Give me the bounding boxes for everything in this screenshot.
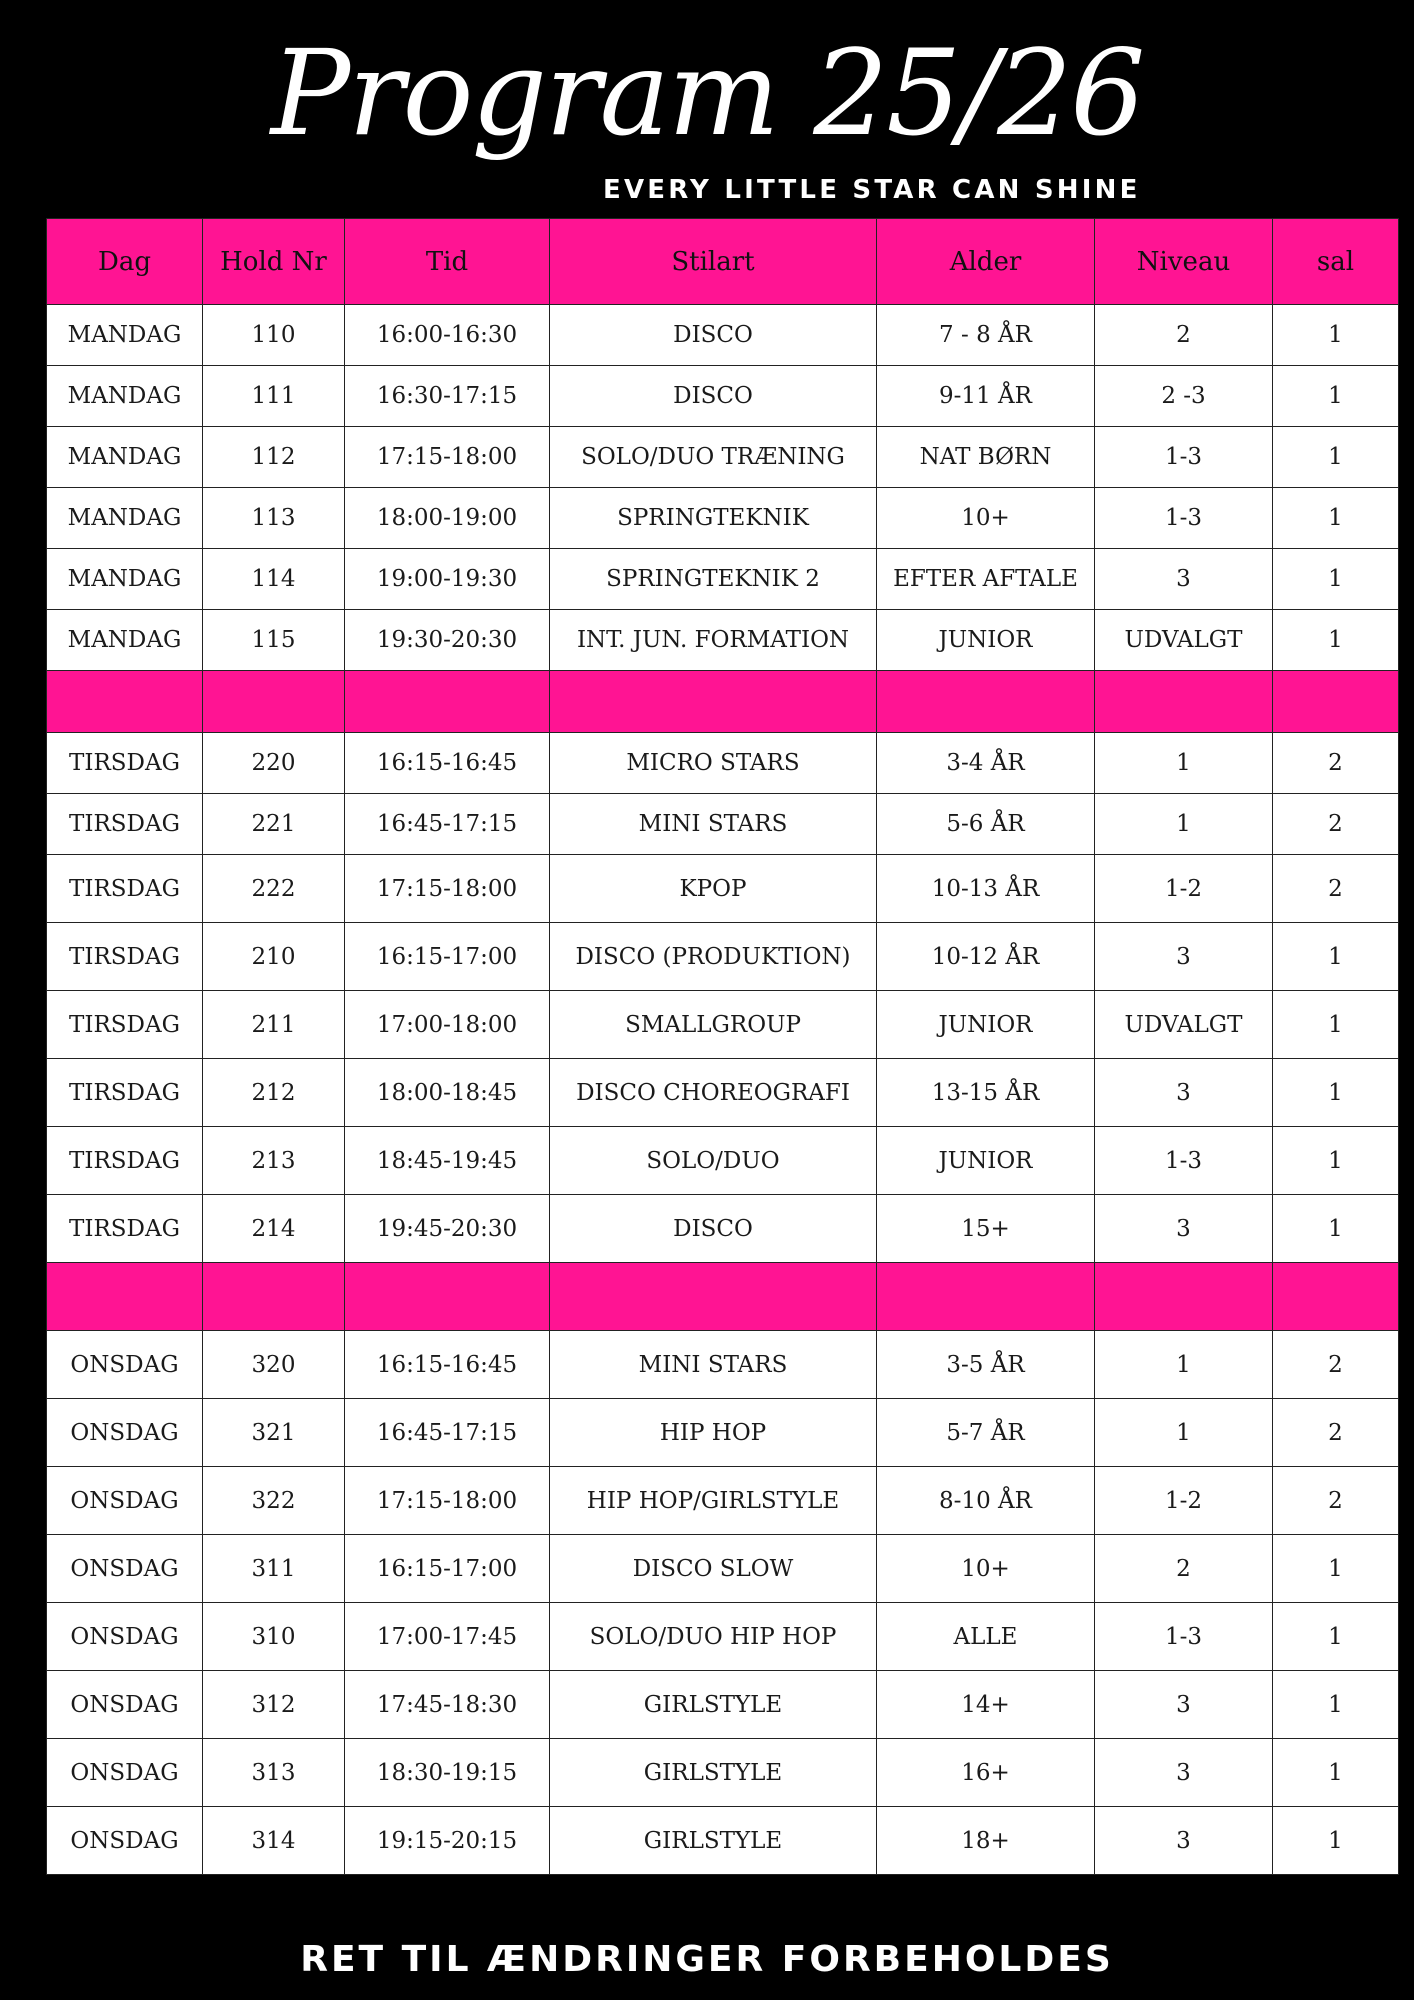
cell-alder: 10+ [877, 488, 1095, 549]
cell-dag: ONSDAG [47, 1671, 203, 1739]
cell-stilart: GIRLSTYLE [550, 1807, 877, 1875]
table-row [47, 549, 1399, 610]
table-row [47, 1195, 1399, 1263]
cell-hold-nr: 114 [203, 549, 345, 610]
cell-hold-nr: 213 [203, 1127, 345, 1195]
cell-alder: JUNIOR [877, 610, 1095, 671]
cell-alder: 7 - 8 ÅR [877, 305, 1095, 366]
cell-tid: 16:15-17:00 [345, 1535, 550, 1603]
cell-niveau: 1 [1095, 733, 1273, 794]
cell-dag: TIRSDAG [47, 1059, 203, 1127]
cell-hold-nr: 320 [203, 1331, 345, 1399]
cell-stilart: DISCO [550, 366, 877, 427]
cell-stilart: SOLO/DUO [550, 1127, 877, 1195]
cell-niveau: 1 [1095, 794, 1273, 855]
cell-dag: MANDAG [47, 610, 203, 671]
cell-alder: 10-12 ÅR [877, 923, 1095, 991]
cell-tid: 16:45-17:15 [345, 794, 550, 855]
cell-niveau: 3 [1095, 549, 1273, 610]
cell-hold-nr: 211 [203, 991, 345, 1059]
cell-alder: 15+ [877, 1195, 1095, 1263]
cell-tid: 16:45-17:15 [345, 1399, 550, 1467]
table-row [47, 794, 1399, 855]
header-row [47, 219, 1399, 305]
cell-tid: 16:15-17:00 [345, 923, 550, 991]
cell-niveau: UDVALGT [1095, 610, 1273, 671]
cell-tid: 17:00-18:00 [345, 991, 550, 1059]
cell-niveau: 1-2 [1095, 1467, 1273, 1535]
cell-stilart: GIRLSTYLE [550, 1671, 877, 1739]
cell-alder: 13-15 ÅR [877, 1059, 1095, 1127]
cell-tid: 17:15-18:00 [345, 1467, 550, 1535]
cell-hold-nr: 314 [203, 1807, 345, 1875]
table-body [47, 305, 1399, 1875]
cell-hold-nr: 110 [203, 305, 345, 366]
cell-niveau: 2 [1095, 305, 1273, 366]
column-header-stilart: Stilart [550, 219, 877, 305]
cell-alder: NAT BØRN [877, 427, 1095, 488]
cell-hold-nr: 221 [203, 794, 345, 855]
cell-sal: 1 [1273, 1807, 1399, 1875]
cell-sal: 2 [1273, 733, 1399, 794]
cell-alder: JUNIOR [877, 1127, 1095, 1195]
cell-tid: 16:15-16:45 [345, 1331, 550, 1399]
table-row [47, 305, 1399, 366]
cell-tid: 17:15-18:00 [345, 855, 550, 923]
table-row [47, 1535, 1399, 1603]
cell-dag: TIRSDAG [47, 923, 203, 991]
cell-hold-nr: 312 [203, 1671, 345, 1739]
table-row [47, 1127, 1399, 1195]
cell-stilart: GIRLSTYLE [550, 1739, 877, 1807]
table-row [47, 855, 1399, 923]
cell-tid: 17:00-17:45 [345, 1603, 550, 1671]
table-row [47, 610, 1399, 671]
cell-sal: 1 [1273, 488, 1399, 549]
cell-alder: 3-5 ÅR [877, 1331, 1095, 1399]
cell-alder: 10+ [877, 1535, 1095, 1603]
cell-niveau: 3 [1095, 1739, 1273, 1807]
cell-dag: TIRSDAG [47, 1127, 203, 1195]
cell-hold-nr: 112 [203, 427, 345, 488]
cell-sal: 2 [1273, 1331, 1399, 1399]
cell-dag: TIRSDAG [47, 991, 203, 1059]
cell-sal: 1 [1273, 1059, 1399, 1127]
cell-hold-nr: 111 [203, 366, 345, 427]
cell-niveau: 1 [1095, 1399, 1273, 1467]
cell-dag: ONSDAG [47, 1535, 203, 1603]
cell-alder: 18+ [877, 1807, 1095, 1875]
table-row [47, 1467, 1399, 1535]
cell-tid: 16:30-17:15 [345, 366, 550, 427]
cell-dag: MANDAG [47, 366, 203, 427]
cell-stilart: SPRINGTEKNIK 2 [550, 549, 877, 610]
cell-hold-nr: 212 [203, 1059, 345, 1127]
cell-niveau: 1 [1095, 1331, 1273, 1399]
cell-stilart: KPOP [550, 855, 877, 923]
cell-niveau: UDVALGT [1095, 991, 1273, 1059]
cell-tid: 17:15-18:00 [345, 427, 550, 488]
cell-sal: 1 [1273, 610, 1399, 671]
cell-stilart: DISCO [550, 305, 877, 366]
cell-stilart: SOLO/DUO TRÆNING [550, 427, 877, 488]
cell-stilart: INT. JUN. FORMATION [550, 610, 877, 671]
table-row [47, 1331, 1399, 1399]
cell-hold-nr: 321 [203, 1399, 345, 1467]
cell-hold-nr: 214 [203, 1195, 345, 1263]
cell-tid: 18:30-19:15 [345, 1739, 550, 1807]
cell-hold-nr: 311 [203, 1535, 345, 1603]
cell-tid: 16:00-16:30 [345, 305, 550, 366]
cell-stilart: SPRINGTEKNIK [550, 488, 877, 549]
table-row [47, 1059, 1399, 1127]
cell-hold-nr: 113 [203, 488, 345, 549]
cell-niveau: 1-2 [1095, 855, 1273, 923]
cell-alder: ALLE [877, 1603, 1095, 1671]
cell-dag: ONSDAG [47, 1331, 203, 1399]
cell-niveau: 3 [1095, 923, 1273, 991]
cell-niveau: 3 [1095, 1059, 1273, 1127]
cell-tid: 17:45-18:30 [345, 1671, 550, 1739]
table-row [47, 923, 1399, 991]
cell-tid: 18:00-19:00 [345, 488, 550, 549]
cell-sal: 1 [1273, 923, 1399, 991]
cell-niveau: 2 -3 [1095, 366, 1273, 427]
cell-dag: ONSDAG [47, 1807, 203, 1875]
cell-sal: 1 [1273, 366, 1399, 427]
cell-stilart: DISCO SLOW [550, 1535, 877, 1603]
table-row [47, 1603, 1399, 1671]
column-header-niveau: Niveau [1095, 219, 1273, 305]
table-row [47, 733, 1399, 794]
cell-tid: 19:30-20:30 [345, 610, 550, 671]
cell-niveau: 1-3 [1095, 1127, 1273, 1195]
cell-hold-nr: 222 [203, 855, 345, 923]
column-header-hold-nr: Hold Nr [203, 219, 345, 305]
cell-alder: 5-6 ÅR [877, 794, 1095, 855]
cell-stilart: DISCO (PRODUKTION) [550, 923, 877, 991]
cell-alder: EFTER AFTALE [877, 549, 1095, 610]
cell-dag: ONSDAG [47, 1739, 203, 1807]
cell-dag: ONSDAG [47, 1603, 203, 1671]
cell-alder: 14+ [877, 1671, 1095, 1739]
cell-niveau: 3 [1095, 1671, 1273, 1739]
cell-sal: 2 [1273, 855, 1399, 923]
table-row [47, 366, 1399, 427]
cell-stilart: MICRO STARS [550, 733, 877, 794]
cell-hold-nr: 220 [203, 733, 345, 794]
cell-dag: TIRSDAG [47, 733, 203, 794]
cell-sal: 1 [1273, 549, 1399, 610]
cell-tid: 19:45-20:30 [345, 1195, 550, 1263]
cell-tid: 16:15-16:45 [345, 733, 550, 794]
cell-tid: 18:45-19:45 [345, 1127, 550, 1195]
cell-alder: 10-13 ÅR [877, 855, 1095, 923]
table-row [47, 1671, 1399, 1739]
cell-alder: JUNIOR [877, 991, 1095, 1059]
cell-tid: 19:00-19:30 [345, 549, 550, 610]
cell-sal: 1 [1273, 1535, 1399, 1603]
cell-niveau: 3 [1095, 1807, 1273, 1875]
cell-sal: 1 [1273, 305, 1399, 366]
cell-stilart: SOLO/DUO HIP HOP [550, 1603, 877, 1671]
cell-stilart: DISCO [550, 1195, 877, 1263]
page-title: Program 25/26 [270, 24, 1144, 162]
section-separator-row [47, 1263, 1399, 1331]
cell-niveau: 1-3 [1095, 427, 1273, 488]
cell-stilart: MINI STARS [550, 1331, 877, 1399]
cell-niveau: 1-3 [1095, 488, 1273, 549]
cell-sal: 2 [1273, 1467, 1399, 1535]
cell-dag: TIRSDAG [47, 794, 203, 855]
column-header-dag: Dag [47, 219, 203, 305]
column-header-tid: Tid [345, 219, 550, 305]
schedule-table [46, 218, 1399, 1875]
cell-dag: MANDAG [47, 305, 203, 366]
cell-alder: 8-10 ÅR [877, 1467, 1095, 1535]
cell-hold-nr: 313 [203, 1739, 345, 1807]
cell-sal: 1 [1273, 427, 1399, 488]
cell-hold-nr: 310 [203, 1603, 345, 1671]
cell-hold-nr: 322 [203, 1467, 345, 1535]
cell-dag: TIRSDAG [47, 855, 203, 923]
cell-tid: 19:15-20:15 [345, 1807, 550, 1875]
table-row [47, 1399, 1399, 1467]
cell-niveau: 3 [1095, 1195, 1273, 1263]
column-header-sal: sal [1273, 219, 1399, 305]
cell-dag: MANDAG [47, 488, 203, 549]
cell-sal: 1 [1273, 1671, 1399, 1739]
cell-dag: ONSDAG [47, 1399, 203, 1467]
table-row [47, 1739, 1399, 1807]
cell-alder: 16+ [877, 1739, 1095, 1807]
cell-dag: MANDAG [47, 427, 203, 488]
cell-stilart: HIP HOP/GIRLSTYLE [550, 1467, 877, 1535]
cell-dag: ONSDAG [47, 1467, 203, 1535]
table-row [47, 427, 1399, 488]
cell-dag: TIRSDAG [47, 1195, 203, 1263]
section-separator-row [47, 671, 1399, 733]
cell-sal: 1 [1273, 991, 1399, 1059]
cell-sal: 1 [1273, 1603, 1399, 1671]
cell-stilart: MINI STARS [550, 794, 877, 855]
cell-hold-nr: 115 [203, 610, 345, 671]
table-row [47, 991, 1399, 1059]
cell-hold-nr: 210 [203, 923, 345, 991]
table-row [47, 488, 1399, 549]
cell-sal: 2 [1273, 1399, 1399, 1467]
cell-niveau: 1-3 [1095, 1603, 1273, 1671]
cell-niveau: 2 [1095, 1535, 1273, 1603]
cell-alder: 5-7 ÅR [877, 1399, 1095, 1467]
page-subtitle: EVERY LITTLE STAR CAN SHINE [603, 175, 1141, 205]
column-header-alder: Alder [877, 219, 1095, 305]
cell-alder: 3-4 ÅR [877, 733, 1095, 794]
cell-sal: 1 [1273, 1195, 1399, 1263]
table-row [47, 1807, 1399, 1875]
cell-stilart: DISCO CHOREOGRAFI [550, 1059, 877, 1127]
cell-sal: 2 [1273, 794, 1399, 855]
cell-stilart: SMALLGROUP [550, 991, 877, 1059]
cell-tid: 18:00-18:45 [345, 1059, 550, 1127]
cell-alder: 9-11 ÅR [877, 366, 1095, 427]
cell-sal: 1 [1273, 1127, 1399, 1195]
footer-notice: RET TIL ÆNDRINGER FORBEHOLDES [300, 1939, 1114, 1980]
cell-sal: 1 [1273, 1739, 1399, 1807]
cell-dag: MANDAG [47, 549, 203, 610]
cell-stilart: HIP HOP [550, 1399, 877, 1467]
